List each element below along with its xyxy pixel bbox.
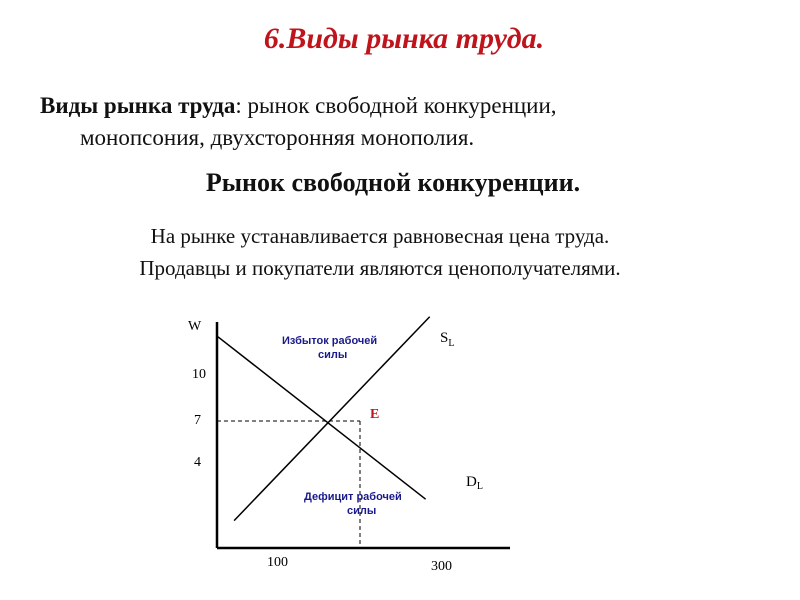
types-line1: рынок свободной конкуренции,	[241, 93, 557, 118]
y-tick-7: 7	[194, 413, 201, 428]
surplus-label-line1: Избыток рабочей	[282, 335, 378, 347]
types-line2: монопсония, двухсторонняя монополия.	[80, 125, 475, 150]
dl-label: $D_L$	[466, 474, 483, 492]
y-tick-10: 10	[192, 367, 206, 382]
y-tick-4: 4	[194, 455, 201, 470]
section-subheading: Рынок свободной конкуренции.	[205, 168, 581, 197]
types-lead: Виды рынка труда	[40, 93, 236, 118]
slide-title: 6.Виды рынка труда.	[263, 22, 545, 55]
x-tick-300: 300	[431, 559, 452, 574]
deficit-label-line1: Дефицит рабочей	[304, 491, 402, 503]
deficit-label-line2: силы	[347, 505, 377, 517]
sl-label: $S_L$	[440, 330, 455, 349]
types-colon: :	[235, 93, 242, 118]
description-line1: На рынке устанавливается равновесная цена труда.	[150, 224, 610, 248]
surplus-label-line2: силы	[318, 349, 348, 361]
y-axis-label: W	[188, 319, 202, 334]
demand-line-dl	[218, 337, 426, 499]
description-line2: Продавцы и покупатели являются ценополучателями.	[139, 256, 621, 280]
equilibrium-label: E	[370, 407, 380, 422]
x-tick-100: 100	[267, 555, 288, 570]
